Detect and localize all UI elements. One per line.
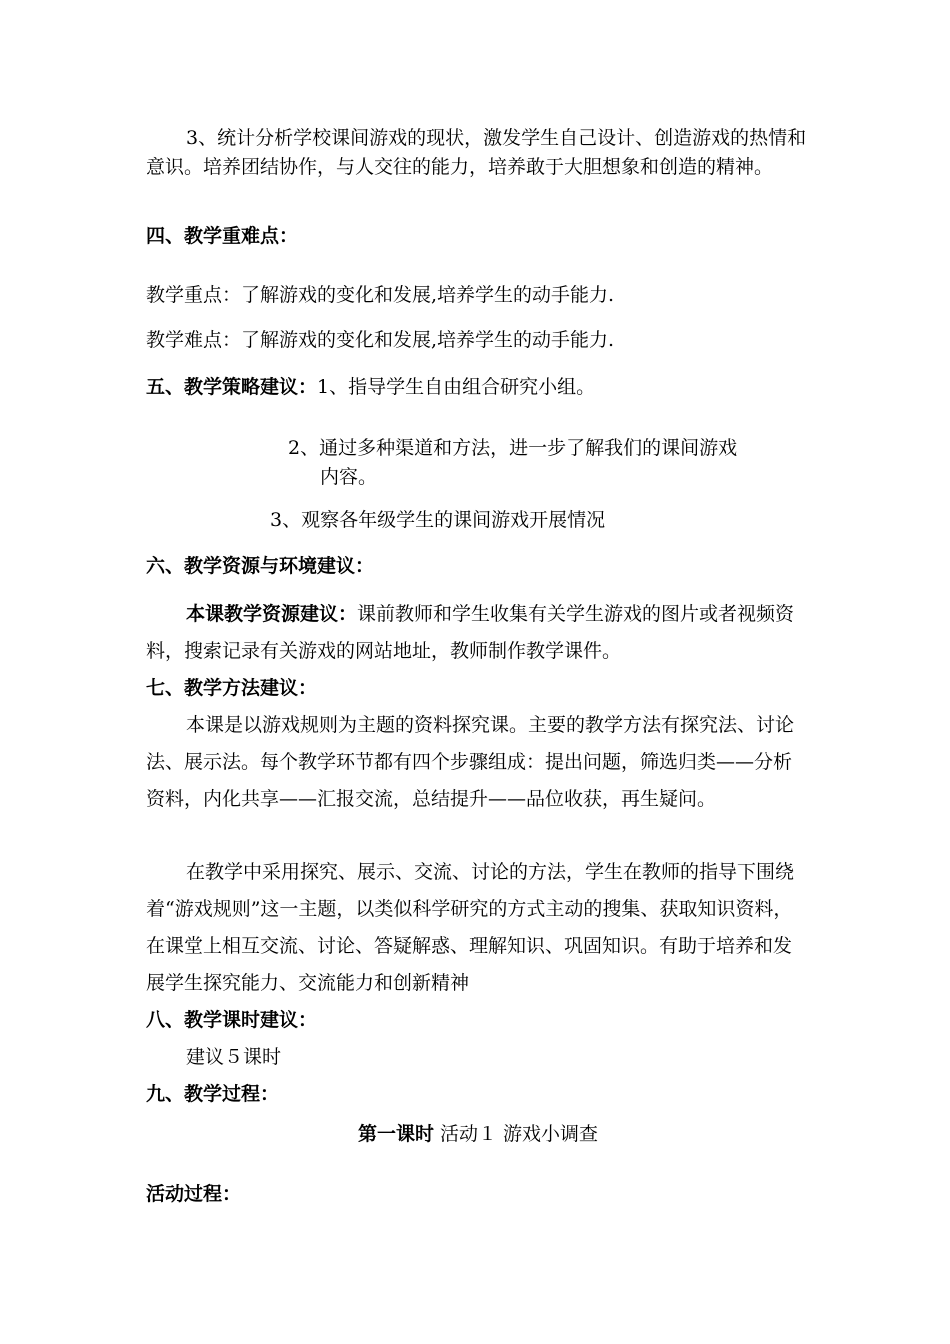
key-point-text: 教学重点：了解游戏的变化和发展,培养学生的动手能力.	[146, 284, 615, 306]
resource-paragraph	[146, 596, 810, 670]
section-8-heading: 八、教学课时建议：	[146, 1009, 318, 1031]
resource-label: 本课教学资源建议：	[186, 603, 358, 625]
resource-text: 课前教师和学生收集有关学生游戏的图片或者视频资料，搜索记录有关游戏的网站地址，教师制作教学课件。	[146, 603, 795, 662]
lesson-title	[146, 1116, 810, 1153]
method-paragraph-1: 本课是以游戏规则为主题的资料探究课。主要的教学方法有探究法、讨论法、展示法。每个教学环节都有四个步骤组成：提出问题，筛选归类——分析资料，内化共享——汇报交流，总结提升——品位收获，再生疑问。	[146, 714, 795, 810]
strategy-item-3: 3、观察各年级学生的课间游戏开展情况	[270, 509, 606, 531]
method-paragraph-2: 在教学中采用探究、展示、交流、讨论的方法，学生在教师的指导下围绕着“游戏规则”这一主题，以类似科学研究的方式主动的搜集、获取知识资料，在课堂上相互交流、讨论、答疑解惑、理解知识、巩固知识。有助于培养和发展学生探究能力、交流能力和创新精神	[146, 861, 795, 994]
section-7-heading: 七、教学方法建议：	[146, 677, 318, 699]
lesson-title-bold: 第一课时	[357, 1123, 434, 1145]
strategy-item-2-line1: 2、通过多种渠道和方法，进一步了解我们的课间游戏	[288, 437, 738, 459]
activity-process-heading: 活动过程：	[146, 1183, 242, 1205]
section-5-line	[146, 369, 810, 406]
strategy-item-2-line2: 内容。	[320, 466, 378, 488]
section-9-heading: 九、教学过程：	[146, 1083, 280, 1105]
strategy-item-1: 1、指导学生自由组合研究小组。	[317, 376, 596, 398]
difficult-point-text: 教学难点：了解游戏的变化和发展,培养学生的动手能力.	[146, 329, 615, 351]
class-hours-text: 建议５课时	[186, 1046, 282, 1068]
strategy-item-2	[288, 434, 818, 492]
section-5-heading: 五、教学策略建议：	[146, 376, 318, 398]
section-6-heading: 六、教学资源与环境建议：	[146, 555, 375, 577]
lesson-title-rest: 活动１ 游戏小调查	[440, 1123, 599, 1145]
section-4-heading: 四、教学重难点：	[146, 225, 299, 247]
intro-paragraph: 3、统计分析学校课间游戏的现状，激发学生自己设计、创造游戏的热情和意识。培养团结协作，与人交往的能力，培养敢于大胆想象和创造的精神。	[146, 127, 807, 178]
